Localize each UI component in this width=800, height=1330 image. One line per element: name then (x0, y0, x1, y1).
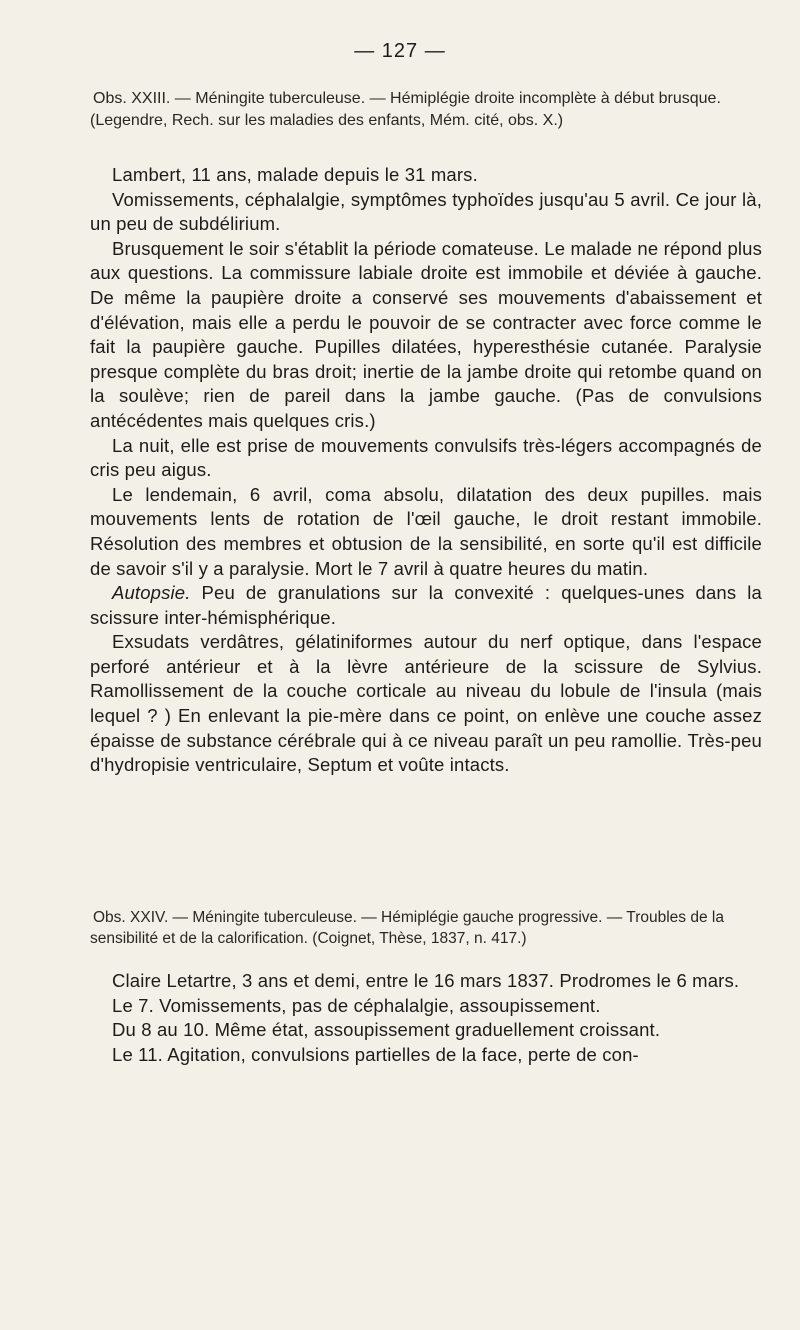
paragraph: Le lendemain, 6 avril, coma absolu, dilatation des deux pupilles. mais mouvements lents de rotation de l'œil gauche, le droit restant immobile. Résolution des membres et obtusion de la sensibilité, en sorte qu'il est difficile de savoir s'il y a paralysie. Mort le 7 avril à quatre heures du matin. (90, 483, 762, 579)
paragraph: Le 7. Vomissements, pas de céphalalgie, assoupissement. (112, 994, 601, 1016)
autopsy-text: Peu de granulations sur la convexité : quelques-unes dans la scissure inter-hémisphérique. (90, 582, 762, 628)
observation-xxiii (90, 88, 762, 778)
page-number: — 127 — (354, 40, 446, 62)
observation-body (90, 969, 762, 1067)
autopsy-label: Autopsie. (112, 582, 191, 604)
observation-xxiv (90, 907, 762, 1067)
paragraph: Lambert, 11 ans, malade depuis le 31 mars. (112, 164, 478, 185)
autopsy-paragraph (90, 581, 762, 630)
paragraph: Vomissements, céphalalgie, symptômes typhoïdes jusqu'au 5 avril. Ce jour là, un peu de subdélirium. (90, 188, 762, 235)
observation-heading: Obs. XXIV. — Méningite tuberculeuse. — Hémiplégie gauche progressive. — Troubles de la sensibilité et de la calorification. (Coignet, Thèse, 1837, n. 417.) (90, 909, 724, 947)
paragraph: Le 11. Agitation, convulsions partielles de la face, perte de con- (112, 1043, 639, 1065)
paragraph: Brusquement le soir s'établit la période comateuse. Le malade ne répond plus aux questions. La commissure labiale droite est immobile et déviée à gauche. De même la paupière droite a conservé ses mouvements d'abaissement et d'élévation, mais elle a perdu le pouvoir de se contracter avec force comme le fait la paupière gauche. Pupilles dilatées, hyperesthésie cutanée. Paralysie presque complète du bras droit; inertie de la jambe droite qui retombe quand on la soulève; rien de pareil dans la jambe gauche. (Pas de convulsions antécédentes mais quelques cris.) (90, 237, 762, 431)
observation-heading: Obs. XXIII. — Méningite tuberculeuse. — Hémiplégie droite incomplète à début brusque. (Legendre, Rech. sur les maladies des enfants, Mém. cité, obs. X.) (90, 90, 721, 129)
paragraph: Du 8 au 10. Même état, assoupissement graduellement croissant. (112, 1019, 661, 1041)
paragraph: Exsudats verdâtres, gélatiniformes autour du nerf optique, dans l'espace perforé antérieur et à la lèvre antérieure de la scissure de Sylvius. Ramollissement de la couche corticale au niveau du lobule de l'insula (mais lequel ? ) En enlevant la pie-mère dans ce point, on enlève une couche assez épaisse de substance cérébrale qui à ce niveau paraît un peu ramollie. Très-peu d'hydropisie ventriculaire, Septum et voûte intacts. (90, 631, 762, 776)
observation-body (90, 163, 762, 778)
paragraph: La nuit, elle est prise de mouvements convulsifs très-légers accompagnés de cris peu aigus. (90, 434, 762, 481)
paragraph: Claire Letartre, 3 ans et demi, entre le 16 mars 1837. Prodromes le 6 mars. (112, 970, 740, 991)
